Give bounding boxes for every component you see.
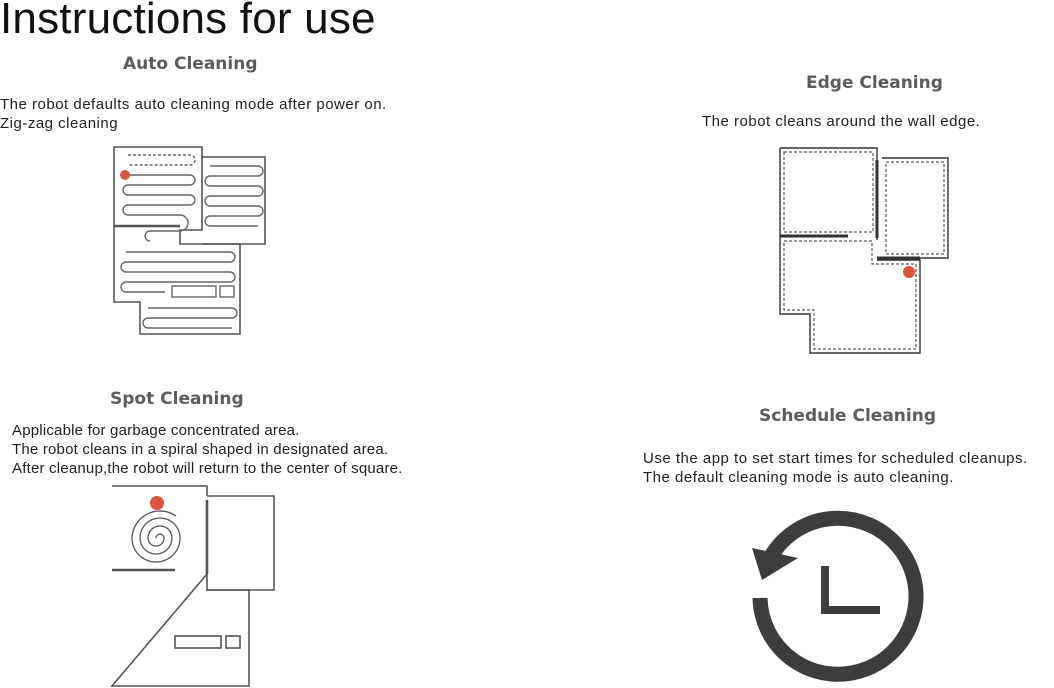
page-title: Instructions for use xyxy=(0,0,376,43)
spot-cleaning-line-3: After cleanup,the robot will return to the center of square. xyxy=(12,460,403,477)
spot-cleaning-line-1: Applicable for garbage concentrated area. xyxy=(12,422,300,439)
edge-cleaning-line-1: The robot cleans around the wall edge. xyxy=(702,113,981,130)
spot-cleaning-title: Spot Cleaning xyxy=(110,389,244,409)
schedule-cleaning-line-1: Use the app to set start times for scheduled cleanups. xyxy=(643,450,1028,467)
auto-cleaning-title: Auto Cleaning xyxy=(123,54,258,74)
schedule-cleaning-title: Schedule Cleaning xyxy=(759,406,937,426)
auto-cleaning-line-2: Zig-zag cleaning xyxy=(0,115,119,132)
spot-cleaning-line-2: The robot cleans in a spiral shaped in designated area. xyxy=(12,441,389,458)
schedule-cleaning-line-2: The default cleaning mode is auto cleaning. xyxy=(643,469,954,486)
edge-cleaning-title: Edge Cleaning xyxy=(806,73,943,93)
auto-cleaning-line-1: The robot defaults auto cleaning mode after power on. xyxy=(0,96,387,113)
